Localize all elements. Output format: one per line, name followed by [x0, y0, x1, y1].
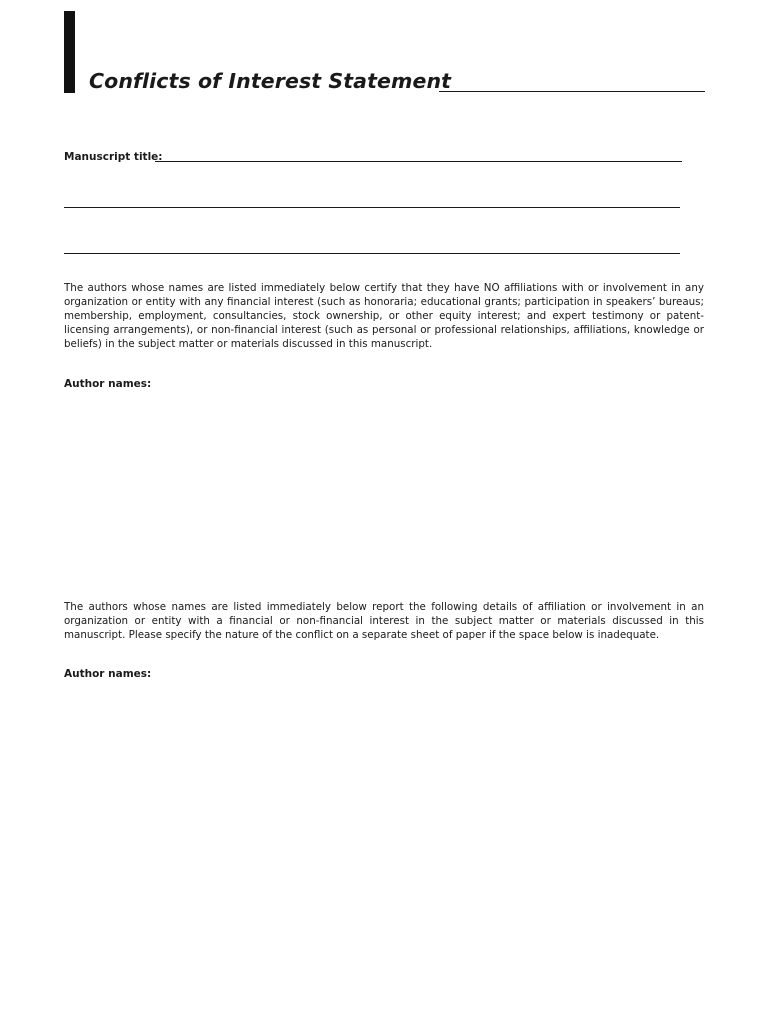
manuscript-title-field-line-1[interactable] [155, 161, 682, 162]
title-rule [439, 91, 705, 92]
no-conflict-author-names-label: Author names: [64, 378, 152, 390]
header-accent-bar [64, 11, 75, 93]
no-conflict-statement: The authors whose names are listed immediately below certify that they have NO affiliations with or involvement in any organization or entity with any financial interest (such as honoraria; educational grants; participation in speakers’ bureaus; membership, employment, consultancies, stock ownership, or other equity interest; and expert testimony or patent-licensing arrangements), or non-financial interest (such as personal or professional relationships, affiliations, knowledge or beliefs) in the subject matter or materials discussed in this manuscript. [64, 282, 704, 350]
manuscript-title-field-line-2[interactable] [64, 207, 680, 208]
conflict-author-names-label: Author names: [64, 668, 152, 680]
page-title: Conflicts of Interest Statement [89, 69, 452, 93]
manuscript-title-label: Manuscript title: [64, 151, 163, 163]
conflict-statement: The authors whose names are listed immediately below report the following details of affiliation or involvement in an organization or entity with a financial or non-financial interest in the subject matter or materials discussed in this manuscript. Please specify the nature of the conflict on a separate sheet of paper if the space below is inadequate. [64, 601, 704, 641]
manuscript-title-field-line-3[interactable] [64, 253, 680, 254]
